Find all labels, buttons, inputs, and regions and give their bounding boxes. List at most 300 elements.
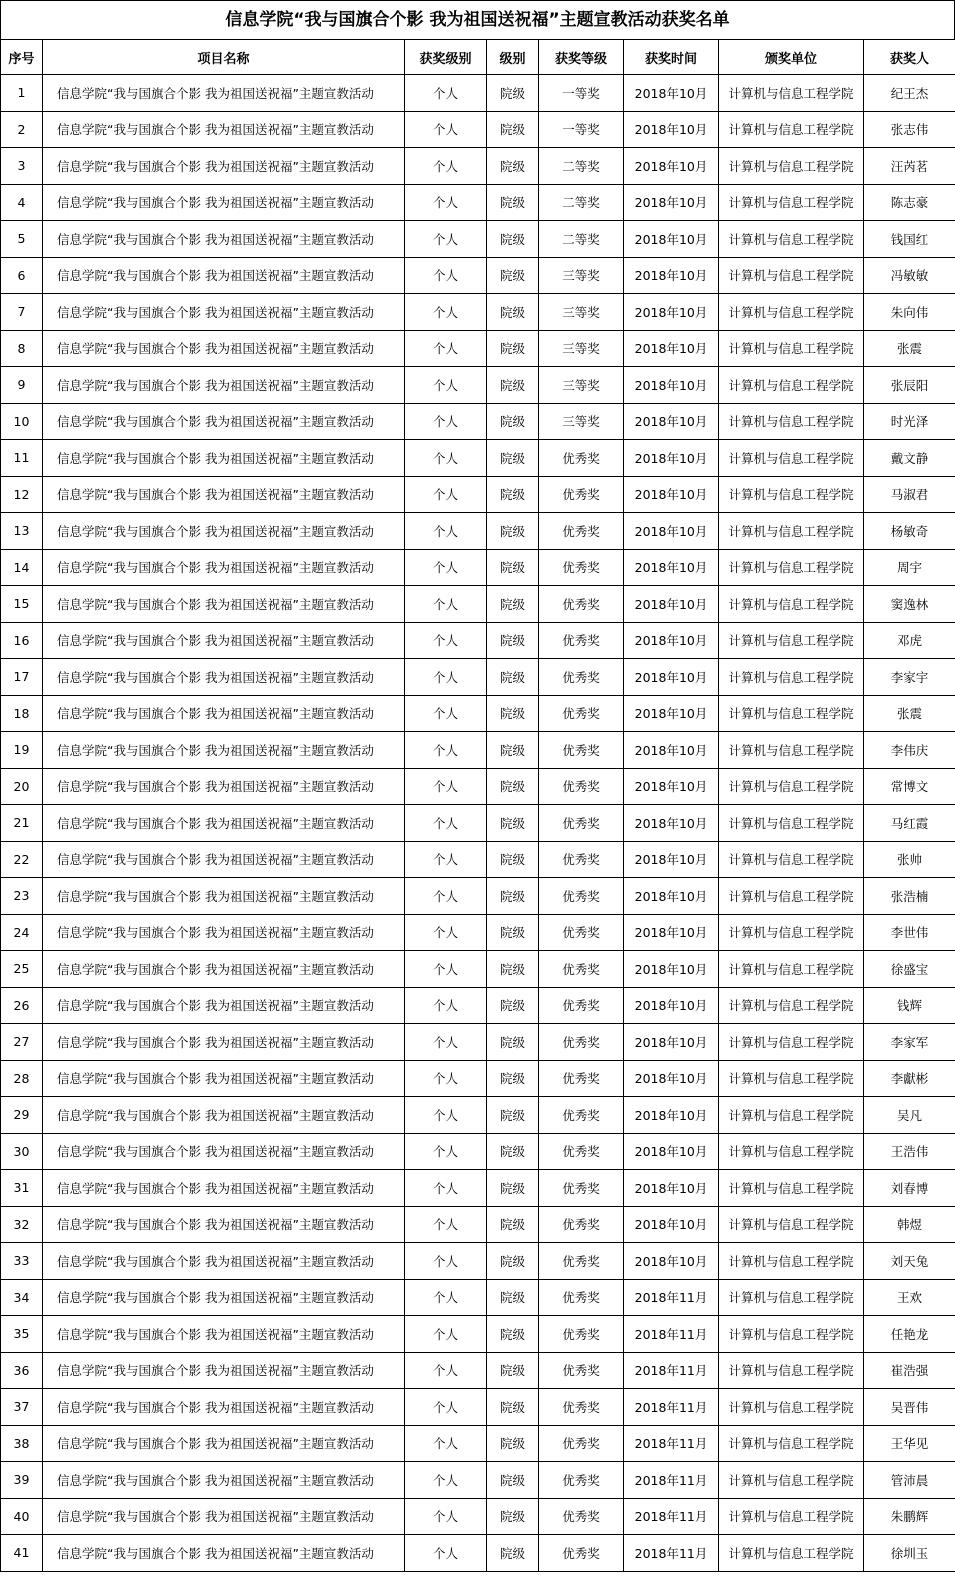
cell-project: 信息学院“我与国旗合个影 我为祖国送祝福”主题宣教活动 — [43, 1462, 405, 1499]
cell-index: 22 — [1, 841, 43, 878]
cell-issuer: 计算机与信息工程学院 — [719, 1462, 864, 1499]
cell-award-date: 2018年10月 — [624, 1097, 719, 1134]
cell-project: 信息学院“我与国旗合个影 我为祖国送祝福”主题宣教活动 — [43, 221, 405, 258]
cell-winner: 纪王杰 — [864, 75, 955, 112]
cell-award-level: 个人 — [405, 184, 487, 221]
cell-winner: 李家军 — [864, 1024, 955, 1061]
cell-index: 13 — [1, 513, 43, 550]
table-row — [1, 1097, 955, 1134]
cell-award-rank: 优秀奖 — [539, 659, 624, 696]
cell-grade: 院级 — [487, 1389, 539, 1426]
column-header-grade: 级别 — [487, 40, 539, 75]
cell-index: 26 — [1, 987, 43, 1024]
cell-award-level: 个人 — [405, 1279, 487, 1316]
cell-award-level: 个人 — [405, 695, 487, 732]
cell-winner: 王欢 — [864, 1279, 955, 1316]
table-row — [1, 1498, 955, 1535]
cell-index: 2 — [1, 111, 43, 148]
cell-issuer: 计算机与信息工程学院 — [719, 1352, 864, 1389]
cell-index: 21 — [1, 805, 43, 842]
cell-project: 信息学院“我与国旗合个影 我为祖国送祝福”主题宣教活动 — [43, 1206, 405, 1243]
cell-issuer: 计算机与信息工程学院 — [719, 1133, 864, 1170]
cell-winner: 李伟庆 — [864, 732, 955, 769]
cell-award-rank: 三等奖 — [539, 367, 624, 404]
cell-award-level: 个人 — [405, 1389, 487, 1426]
cell-winner: 韩煜 — [864, 1206, 955, 1243]
cell-index: 40 — [1, 1498, 43, 1535]
cell-issuer: 计算机与信息工程学院 — [719, 403, 864, 440]
cell-grade: 院级 — [487, 622, 539, 659]
cell-issuer: 计算机与信息工程学院 — [719, 732, 864, 769]
cell-award-date: 2018年10月 — [624, 841, 719, 878]
cell-index: 1 — [1, 75, 43, 112]
table-row — [1, 440, 955, 477]
cell-award-rank: 优秀奖 — [539, 1097, 624, 1134]
cell-award-level: 个人 — [405, 1535, 487, 1572]
table-row — [1, 914, 955, 951]
cell-award-date: 2018年10月 — [624, 257, 719, 294]
cell-award-level: 个人 — [405, 1352, 487, 1389]
table-row — [1, 476, 955, 513]
cell-index: 23 — [1, 878, 43, 915]
table-row — [1, 403, 955, 440]
cell-award-rank: 优秀奖 — [539, 841, 624, 878]
cell-award-date: 2018年10月 — [624, 732, 719, 769]
table-body — [1, 75, 955, 1572]
cell-index: 18 — [1, 695, 43, 732]
cell-grade: 院级 — [487, 878, 539, 915]
cell-issuer: 计算机与信息工程学院 — [719, 914, 864, 951]
cell-index: 14 — [1, 549, 43, 586]
cell-award-rank: 优秀奖 — [539, 1206, 624, 1243]
column-header-award-date: 获奖时间 — [624, 40, 719, 75]
cell-grade: 院级 — [487, 75, 539, 112]
cell-winner: 钱辉 — [864, 987, 955, 1024]
cell-award-rank: 优秀奖 — [539, 586, 624, 623]
cell-grade: 院级 — [487, 549, 539, 586]
cell-winner: 王浩伟 — [864, 1133, 955, 1170]
cell-grade: 院级 — [487, 732, 539, 769]
cell-winner: 张辰阳 — [864, 367, 955, 404]
cell-grade: 院级 — [487, 403, 539, 440]
cell-grade: 院级 — [487, 987, 539, 1024]
cell-issuer: 计算机与信息工程学院 — [719, 878, 864, 915]
cell-project: 信息学院“我与国旗合个影 我为祖国送祝福”主题宣教活动 — [43, 1535, 405, 1572]
table-row — [1, 75, 955, 112]
cell-grade: 院级 — [487, 1535, 539, 1572]
cell-issuer: 计算机与信息工程学院 — [719, 1170, 864, 1207]
cell-issuer: 计算机与信息工程学院 — [719, 805, 864, 842]
cell-index: 30 — [1, 1133, 43, 1170]
cell-issuer: 计算机与信息工程学院 — [719, 622, 864, 659]
cell-project: 信息学院“我与国旗合个影 我为祖国送祝福”主题宣教活动 — [43, 732, 405, 769]
cell-project: 信息学院“我与国旗合个影 我为祖国送祝福”主题宣教活动 — [43, 987, 405, 1024]
cell-grade: 院级 — [487, 1060, 539, 1097]
cell-issuer: 计算机与信息工程学院 — [719, 75, 864, 112]
cell-issuer: 计算机与信息工程学院 — [719, 1243, 864, 1280]
cell-project: 信息学院“我与国旗合个影 我为祖国送祝福”主题宣教活动 — [43, 513, 405, 550]
cell-award-rank: 优秀奖 — [539, 695, 624, 732]
cell-award-level: 个人 — [405, 1498, 487, 1535]
cell-index: 8 — [1, 330, 43, 367]
cell-award-date: 2018年10月 — [624, 622, 719, 659]
cell-award-date: 2018年10月 — [624, 768, 719, 805]
cell-grade: 院级 — [487, 1352, 539, 1389]
cell-grade: 院级 — [487, 111, 539, 148]
cell-award-date: 2018年10月 — [624, 1133, 719, 1170]
cell-grade: 院级 — [487, 841, 539, 878]
cell-award-level: 个人 — [405, 987, 487, 1024]
cell-award-level: 个人 — [405, 330, 487, 367]
cell-index: 34 — [1, 1279, 43, 1316]
cell-project: 信息学院“我与国旗合个影 我为祖国送祝福”主题宣教活动 — [43, 330, 405, 367]
cell-grade: 院级 — [487, 1243, 539, 1280]
cell-award-rank: 优秀奖 — [539, 987, 624, 1024]
table-row — [1, 513, 955, 550]
cell-award-rank: 三等奖 — [539, 294, 624, 331]
cell-award-level: 个人 — [405, 476, 487, 513]
cell-index: 19 — [1, 732, 43, 769]
table-row — [1, 1024, 955, 1061]
cell-award-date: 2018年11月 — [624, 1316, 719, 1353]
cell-grade: 院级 — [487, 257, 539, 294]
cell-grade: 院级 — [487, 914, 539, 951]
cell-issuer: 计算机与信息工程学院 — [719, 1316, 864, 1353]
cell-grade: 院级 — [487, 1316, 539, 1353]
cell-winner: 任艳龙 — [864, 1316, 955, 1353]
cell-issuer: 计算机与信息工程学院 — [719, 440, 864, 477]
cell-winner: 时光泽 — [864, 403, 955, 440]
column-header-project: 项目名称 — [43, 40, 405, 75]
cell-grade: 院级 — [487, 951, 539, 988]
cell-project: 信息学院“我与国旗合个影 我为祖国送祝福”主题宣教活动 — [43, 1024, 405, 1061]
column-header-index: 序号 — [1, 40, 43, 75]
table-row — [1, 1352, 955, 1389]
cell-award-date: 2018年11月 — [624, 1352, 719, 1389]
cell-winner: 张浩楠 — [864, 878, 955, 915]
cell-issuer: 计算机与信息工程学院 — [719, 1425, 864, 1462]
column-header-award-level: 获奖级别 — [405, 40, 487, 75]
cell-award-level: 个人 — [405, 367, 487, 404]
cell-issuer: 计算机与信息工程学院 — [719, 294, 864, 331]
table-header-row — [1, 40, 955, 75]
cell-award-level: 个人 — [405, 221, 487, 258]
cell-award-date: 2018年10月 — [624, 476, 719, 513]
table-row — [1, 732, 955, 769]
cell-award-date: 2018年11月 — [624, 1498, 719, 1535]
cell-grade: 院级 — [487, 294, 539, 331]
table-row — [1, 951, 955, 988]
column-header-award-rank: 获奖等级 — [539, 40, 624, 75]
cell-award-rank: 优秀奖 — [539, 1498, 624, 1535]
table-row — [1, 1060, 955, 1097]
cell-issuer: 计算机与信息工程学院 — [719, 330, 864, 367]
cell-index: 29 — [1, 1097, 43, 1134]
cell-grade: 院级 — [487, 367, 539, 404]
table-row — [1, 1462, 955, 1499]
table-row — [1, 878, 955, 915]
cell-award-date: 2018年10月 — [624, 221, 719, 258]
cell-award-rank: 优秀奖 — [539, 549, 624, 586]
cell-issuer: 计算机与信息工程学院 — [719, 184, 864, 221]
cell-award-rank: 优秀奖 — [539, 1352, 624, 1389]
cell-winner: 张帅 — [864, 841, 955, 878]
cell-award-date: 2018年11月 — [624, 1279, 719, 1316]
cell-issuer: 计算机与信息工程学院 — [719, 367, 864, 404]
cell-award-date: 2018年10月 — [624, 111, 719, 148]
cell-award-rank: 优秀奖 — [539, 1425, 624, 1462]
cell-award-date: 2018年10月 — [624, 367, 719, 404]
cell-award-level: 个人 — [405, 549, 487, 586]
cell-grade: 院级 — [487, 476, 539, 513]
cell-winner: 窦逸林 — [864, 586, 955, 623]
cell-award-date: 2018年10月 — [624, 1024, 719, 1061]
cell-issuer: 计算机与信息工程学院 — [719, 586, 864, 623]
cell-issuer: 计算机与信息工程学院 — [719, 221, 864, 258]
cell-award-rank: 优秀奖 — [539, 476, 624, 513]
cell-award-date: 2018年10月 — [624, 1243, 719, 1280]
cell-grade: 院级 — [487, 1498, 539, 1535]
cell-project: 信息学院“我与国旗合个影 我为祖国送祝福”主题宣教活动 — [43, 586, 405, 623]
cell-index: 39 — [1, 1462, 43, 1499]
table-row — [1, 841, 955, 878]
cell-index: 4 — [1, 184, 43, 221]
cell-award-date: 2018年10月 — [624, 330, 719, 367]
cell-project: 信息学院“我与国旗合个影 我为祖国送祝福”主题宣教活动 — [43, 294, 405, 331]
cell-award-date: 2018年10月 — [624, 805, 719, 842]
cell-project: 信息学院“我与国旗合个影 我为祖国送祝福”主题宣教活动 — [43, 841, 405, 878]
cell-index: 38 — [1, 1425, 43, 1462]
cell-grade: 院级 — [487, 1133, 539, 1170]
cell-award-level: 个人 — [405, 732, 487, 769]
cell-project: 信息学院“我与国旗合个影 我为祖国送祝福”主题宣教活动 — [43, 184, 405, 221]
cell-project: 信息学院“我与国旗合个影 我为祖国送祝福”主题宣教活动 — [43, 1133, 405, 1170]
cell-index: 12 — [1, 476, 43, 513]
cell-award-level: 个人 — [405, 1243, 487, 1280]
cell-winner: 李家宇 — [864, 659, 955, 696]
cell-winner: 朱鹏辉 — [864, 1498, 955, 1535]
cell-winner: 王华见 — [864, 1425, 955, 1462]
cell-award-rank: 优秀奖 — [539, 805, 624, 842]
cell-project: 信息学院“我与国旗合个影 我为祖国送祝福”主题宣教活动 — [43, 1060, 405, 1097]
cell-award-level: 个人 — [405, 1206, 487, 1243]
table-row — [1, 987, 955, 1024]
cell-award-level: 个人 — [405, 403, 487, 440]
cell-award-rank: 优秀奖 — [539, 1462, 624, 1499]
cell-award-date: 2018年10月 — [624, 403, 719, 440]
cell-grade: 院级 — [487, 1425, 539, 1462]
cell-index: 17 — [1, 659, 43, 696]
cell-award-rank: 优秀奖 — [539, 1133, 624, 1170]
cell-award-rank: 三等奖 — [539, 257, 624, 294]
table-row — [1, 805, 955, 842]
cell-grade: 院级 — [487, 586, 539, 623]
table-row — [1, 330, 955, 367]
table-row — [1, 659, 955, 696]
cell-project: 信息学院“我与国旗合个影 我为祖国送祝福”主题宣教活动 — [43, 1425, 405, 1462]
cell-award-date: 2018年10月 — [624, 513, 719, 550]
cell-grade: 院级 — [487, 1097, 539, 1134]
cell-award-date: 2018年10月 — [624, 987, 719, 1024]
cell-project: 信息学院“我与国旗合个影 我为祖国送祝福”主题宣教活动 — [43, 549, 405, 586]
cell-issuer: 计算机与信息工程学院 — [719, 1024, 864, 1061]
cell-grade: 院级 — [487, 805, 539, 842]
cell-award-date: 2018年10月 — [624, 878, 719, 915]
cell-award-date: 2018年10月 — [624, 951, 719, 988]
cell-winner: 邓虎 — [864, 622, 955, 659]
cell-index: 11 — [1, 440, 43, 477]
cell-project: 信息学院“我与国旗合个影 我为祖国送祝福”主题宣教活动 — [43, 257, 405, 294]
cell-award-date: 2018年10月 — [624, 1170, 719, 1207]
cell-project: 信息学院“我与国旗合个影 我为祖国送祝福”主题宣教活动 — [43, 1279, 405, 1316]
cell-award-date: 2018年10月 — [624, 148, 719, 185]
table-row — [1, 695, 955, 732]
cell-award-level: 个人 — [405, 1133, 487, 1170]
table-row — [1, 1425, 955, 1462]
cell-award-level: 个人 — [405, 75, 487, 112]
cell-issuer: 计算机与信息工程学院 — [719, 513, 864, 550]
cell-award-rank: 优秀奖 — [539, 768, 624, 805]
cell-winner: 钱国红 — [864, 221, 955, 258]
cell-grade: 院级 — [487, 1279, 539, 1316]
table-row — [1, 1389, 955, 1426]
cell-award-date: 2018年10月 — [624, 1206, 719, 1243]
cell-award-level: 个人 — [405, 622, 487, 659]
cell-award-rank: 优秀奖 — [539, 914, 624, 951]
cell-grade: 院级 — [487, 659, 539, 696]
cell-grade: 院级 — [487, 695, 539, 732]
cell-issuer: 计算机与信息工程学院 — [719, 768, 864, 805]
cell-winner: 吴晋伟 — [864, 1389, 955, 1426]
cell-index: 28 — [1, 1060, 43, 1097]
cell-award-rank: 一等奖 — [539, 111, 624, 148]
cell-winner: 徐盛宝 — [864, 951, 955, 988]
table-row — [1, 148, 955, 185]
column-header-winner: 获奖人 — [864, 40, 955, 75]
cell-project: 信息学院“我与国旗合个影 我为祖国送祝福”主题宣教活动 — [43, 403, 405, 440]
cell-award-rank: 优秀奖 — [539, 1243, 624, 1280]
cell-award-level: 个人 — [405, 440, 487, 477]
cell-award-level: 个人 — [405, 1060, 487, 1097]
cell-award-date: 2018年10月 — [624, 184, 719, 221]
cell-award-level: 个人 — [405, 1425, 487, 1462]
cell-project: 信息学院“我与国旗合个影 我为祖国送祝福”主题宣教活动 — [43, 1316, 405, 1353]
cell-award-rank: 优秀奖 — [539, 622, 624, 659]
cell-project: 信息学院“我与国旗合个影 我为祖国送祝福”主题宣教活动 — [43, 367, 405, 404]
cell-grade: 院级 — [487, 184, 539, 221]
table-row — [1, 1316, 955, 1353]
cell-issuer: 计算机与信息工程学院 — [719, 148, 864, 185]
cell-award-rank: 一等奖 — [539, 75, 624, 112]
cell-index: 3 — [1, 148, 43, 185]
cell-award-rank: 优秀奖 — [539, 1170, 624, 1207]
cell-award-rank: 优秀奖 — [539, 513, 624, 550]
cell-award-date: 2018年10月 — [624, 549, 719, 586]
cell-award-level: 个人 — [405, 951, 487, 988]
cell-project: 信息学院“我与国旗合个影 我为祖国送祝福”主题宣教活动 — [43, 148, 405, 185]
cell-award-rank: 优秀奖 — [539, 1389, 624, 1426]
cell-issuer: 计算机与信息工程学院 — [719, 951, 864, 988]
cell-issuer: 计算机与信息工程学院 — [719, 987, 864, 1024]
cell-index: 24 — [1, 914, 43, 951]
cell-winner: 徐圳玉 — [864, 1535, 955, 1572]
cell-award-date: 2018年10月 — [624, 695, 719, 732]
cell-project: 信息学院“我与国旗合个影 我为祖国送祝福”主题宣教活动 — [43, 622, 405, 659]
cell-grade: 院级 — [487, 513, 539, 550]
cell-project: 信息学院“我与国旗合个影 我为祖国送祝福”主题宣教活动 — [43, 1389, 405, 1426]
cell-award-rank: 优秀奖 — [539, 440, 624, 477]
cell-award-level: 个人 — [405, 111, 487, 148]
cell-winner: 崔浩强 — [864, 1352, 955, 1389]
cell-winner: 汪芮茗 — [864, 148, 955, 185]
cell-award-rank: 三等奖 — [539, 403, 624, 440]
table-row — [1, 549, 955, 586]
cell-award-date: 2018年10月 — [624, 75, 719, 112]
cell-issuer: 计算机与信息工程学院 — [719, 659, 864, 696]
table-row — [1, 184, 955, 221]
page-title: 信息学院“我与国旗合个影 我为祖国送祝福”主题宣教活动获奖名单 — [0, 0, 955, 39]
cell-project: 信息学院“我与国旗合个影 我为祖国送祝福”主题宣教活动 — [43, 659, 405, 696]
cell-award-level: 个人 — [405, 841, 487, 878]
cell-project: 信息学院“我与国旗合个影 我为祖国送祝福”主题宣教活动 — [43, 1352, 405, 1389]
cell-issuer: 计算机与信息工程学院 — [719, 1498, 864, 1535]
cell-award-level: 个人 — [405, 1024, 487, 1061]
cell-award-rank: 二等奖 — [539, 221, 624, 258]
table-row — [1, 1279, 955, 1316]
cell-award-rank: 优秀奖 — [539, 1316, 624, 1353]
cell-award-level: 个人 — [405, 768, 487, 805]
cell-project: 信息学院“我与国旗合个影 我为祖国送祝福”主题宣教活动 — [43, 476, 405, 513]
cell-award-level: 个人 — [405, 914, 487, 951]
cell-index: 20 — [1, 768, 43, 805]
cell-issuer: 计算机与信息工程学院 — [719, 695, 864, 732]
cell-award-level: 个人 — [405, 805, 487, 842]
cell-project: 信息学院“我与国旗合个影 我为祖国送祝福”主题宣教活动 — [43, 914, 405, 951]
cell-award-rank: 优秀奖 — [539, 732, 624, 769]
table-row — [1, 1535, 955, 1572]
table-row — [1, 257, 955, 294]
cell-index: 41 — [1, 1535, 43, 1572]
cell-award-rank: 优秀奖 — [539, 951, 624, 988]
cell-award-level: 个人 — [405, 586, 487, 623]
cell-grade: 院级 — [487, 1024, 539, 1061]
cell-index: 9 — [1, 367, 43, 404]
cell-project: 信息学院“我与国旗合个影 我为祖国送祝福”主题宣教活动 — [43, 1498, 405, 1535]
cell-project: 信息学院“我与国旗合个影 我为祖国送祝福”主题宣教活动 — [43, 1243, 405, 1280]
cell-award-rank: 优秀奖 — [539, 878, 624, 915]
cell-award-date: 2018年11月 — [624, 1389, 719, 1426]
cell-winner: 张志伟 — [864, 111, 955, 148]
cell-issuer: 计算机与信息工程学院 — [719, 1389, 864, 1426]
cell-winner: 戴文静 — [864, 440, 955, 477]
cell-project: 信息学院“我与国旗合个影 我为祖国送祝福”主题宣教活动 — [43, 75, 405, 112]
cell-winner: 刘春博 — [864, 1170, 955, 1207]
cell-index: 6 — [1, 257, 43, 294]
cell-award-level: 个人 — [405, 148, 487, 185]
table-row — [1, 1170, 955, 1207]
cell-project: 信息学院“我与国旗合个影 我为祖国送祝福”主题宣教活动 — [43, 1170, 405, 1207]
table-row — [1, 367, 955, 404]
cell-winner: 常博文 — [864, 768, 955, 805]
cell-index: 16 — [1, 622, 43, 659]
cell-winner: 杨敏奇 — [864, 513, 955, 550]
cell-issuer: 计算机与信息工程学院 — [719, 549, 864, 586]
cell-award-date: 2018年10月 — [624, 1060, 719, 1097]
cell-grade: 院级 — [487, 1462, 539, 1499]
cell-index: 15 — [1, 586, 43, 623]
cell-project: 信息学院“我与国旗合个影 我为祖国送祝福”主题宣教活动 — [43, 1097, 405, 1134]
cell-project: 信息学院“我与国旗合个影 我为祖国送祝福”主题宣教活动 — [43, 805, 405, 842]
